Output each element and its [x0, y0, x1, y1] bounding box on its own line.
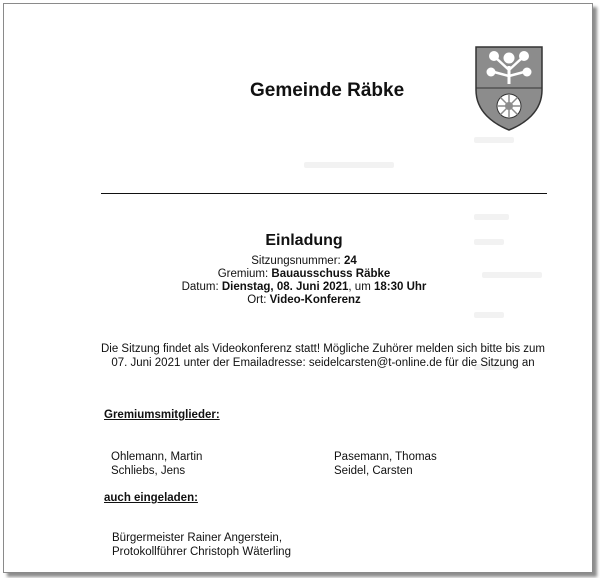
guests-heading: auch eingeladen: [104, 492, 198, 504]
session-number-label: Sitzungsnummer: [251, 255, 344, 267]
coat-of-arms-icon [472, 44, 546, 132]
bleed-through-mark [304, 162, 394, 168]
date-label: Datum: [181, 281, 222, 293]
location-value: Video-Konferenz [269, 294, 361, 306]
bleed-through-mark [474, 137, 514, 143]
video-conference-notice: Die Sitzung findet als Videokonferenz statt! Mögliche Zuhörer melden sich bitte bis zum 07. Juni 2021 unter der Emailadresse: seidelcarsten@t-online.de für die Sitzung an [100, 343, 546, 369]
date-value: Dienstag, 08. Juni 2021 [221, 281, 349, 293]
municipality-title: Gemeinde Räbke [250, 80, 405, 101]
time-separator: , um [348, 281, 374, 293]
header-divider [101, 193, 547, 194]
session-number-value: 24 [343, 255, 357, 267]
members-heading: Gremiumsmitglieder: [104, 409, 220, 421]
committee-line [4, 268, 593, 280]
invitation-title: Einladung [265, 232, 343, 249]
member-name: Seidel, Carsten [334, 465, 413, 477]
location-label: Ort: [247, 294, 270, 306]
time-value: 18:30 Uhr [373, 281, 427, 293]
document-page [3, 3, 593, 573]
guest-line: Bürgermeister Rainer Angerstein, [112, 532, 283, 544]
committee-value: Bauausschuss Räbke [271, 268, 391, 280]
session-number-line [4, 255, 593, 267]
member-name: Schliebs, Jens [111, 465, 186, 477]
member-name: Ohlemann, Martin [111, 451, 203, 463]
bleed-through-mark [474, 214, 509, 220]
committee-label: Gremium: [217, 268, 272, 280]
location-line [4, 294, 593, 306]
member-name: Pasemann, Thomas [334, 451, 437, 463]
date-line [4, 281, 593, 293]
bleed-through-mark [474, 312, 504, 318]
guest-line: Protokollführer Christoph Wäterling [112, 546, 291, 558]
